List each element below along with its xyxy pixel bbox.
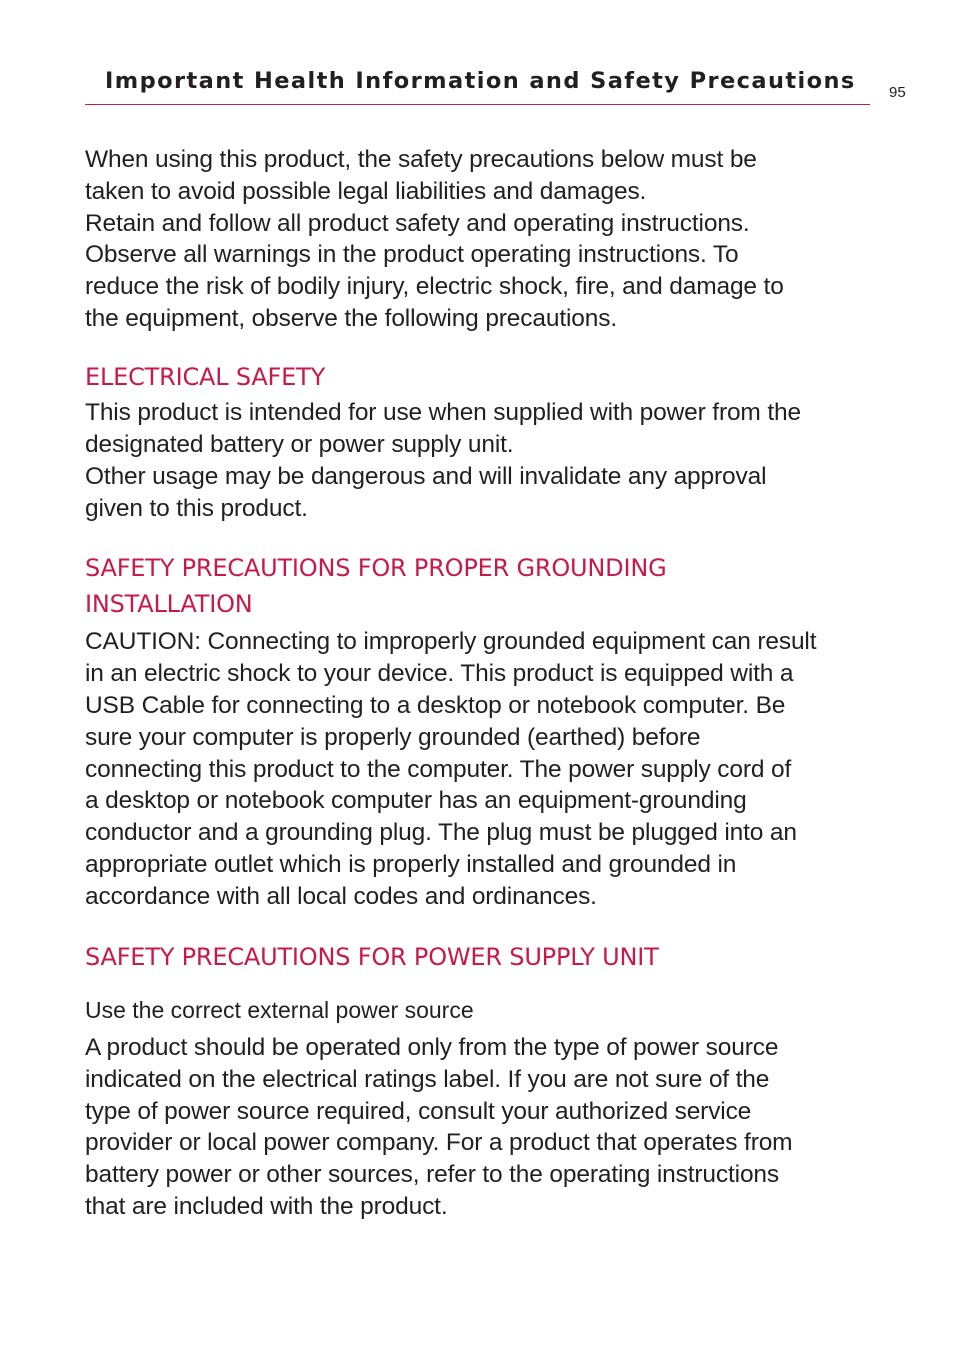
electrical-safety-line: This product is intended for use when supplied with power from the [85, 399, 801, 427]
grounding-line: connecting this product to the computer. The power supply cord of [85, 755, 792, 783]
intro-line: Observe all warnings in the product operating instructions. To [85, 241, 739, 269]
grounding-line: USB Cable for connecting to a desktop or notebook computer. Be [85, 692, 786, 720]
grounding-line: appropriate outlet which is properly installed and grounded in [85, 851, 737, 879]
power-supply-line: type of power source required, consult your authorized service [85, 1097, 752, 1125]
intro-line: When using this product, the safety precautions below must be [85, 146, 757, 173]
page-content [85, 144, 885, 1223]
intro-line: Retain and follow all product safety and operating instructions. [85, 209, 750, 237]
grounding-line: sure your computer is properly grounded (earthed) before [85, 723, 701, 751]
power-supply-heading: SAFETY PRECAUTIONS FOR POWER SUPPLY UNIT [85, 942, 659, 971]
grounding-heading-line: INSTALLATION [85, 589, 253, 618]
intro-line: taken to avoid possible legal liabilities and damages. [85, 177, 647, 205]
electrical-safety-heading: ELECTRICAL SAFETY [85, 362, 326, 391]
grounding-line: a desktop or notebook computer has an equipment-grounding [85, 787, 747, 815]
intro-paragraph [85, 144, 885, 335]
grounding-line: CAUTION: Connecting to improperly grounded equipment can result [85, 628, 817, 656]
electrical-safety-line: given to this product. [85, 494, 308, 522]
power-supply-line: battery power or other sources, refer to the operating instructions [85, 1161, 780, 1189]
electrical-safety-line: designated battery or power supply unit. [85, 431, 514, 459]
intro-line: the equipment, observe the following precautions. [85, 304, 617, 332]
power-supply-line: A product should be operated only from the type of power source [85, 1033, 779, 1061]
intro-line: reduce the risk of bodily injury, electric shock, fire, and damage to [85, 273, 784, 301]
electrical-safety-paragraph [85, 397, 885, 524]
power-supply-line: indicated on the electrical ratings label. If you are not sure of the [85, 1065, 770, 1093]
power-supply-subheading: Use the correct external power source [85, 997, 474, 1024]
electrical-safety-line: Other usage may be dangerous and will invalidate any approval [85, 462, 767, 490]
power-supply-line: that are included with the product. [85, 1192, 448, 1220]
grounding-heading [85, 551, 885, 622]
page-header [85, 68, 870, 105]
grounding-paragraph [85, 626, 885, 912]
grounding-line: in an electric shock to your device. This product is equipped with a [85, 660, 794, 688]
page-number: 95 [889, 84, 906, 101]
grounding-line: accordance with all local codes and ordinances. [85, 882, 597, 910]
grounding-heading-line: SAFETY PRECAUTIONS FOR PROPER GROUNDING [85, 554, 667, 583]
power-supply-line: provider or local power company. For a product that operates from [85, 1129, 793, 1157]
grounding-line: conductor and a grounding plug. The plug must be plugged into an [85, 819, 797, 847]
power-supply-paragraph [85, 1032, 885, 1223]
header-title: Important Health Information and Safety Precautions [105, 68, 856, 94]
